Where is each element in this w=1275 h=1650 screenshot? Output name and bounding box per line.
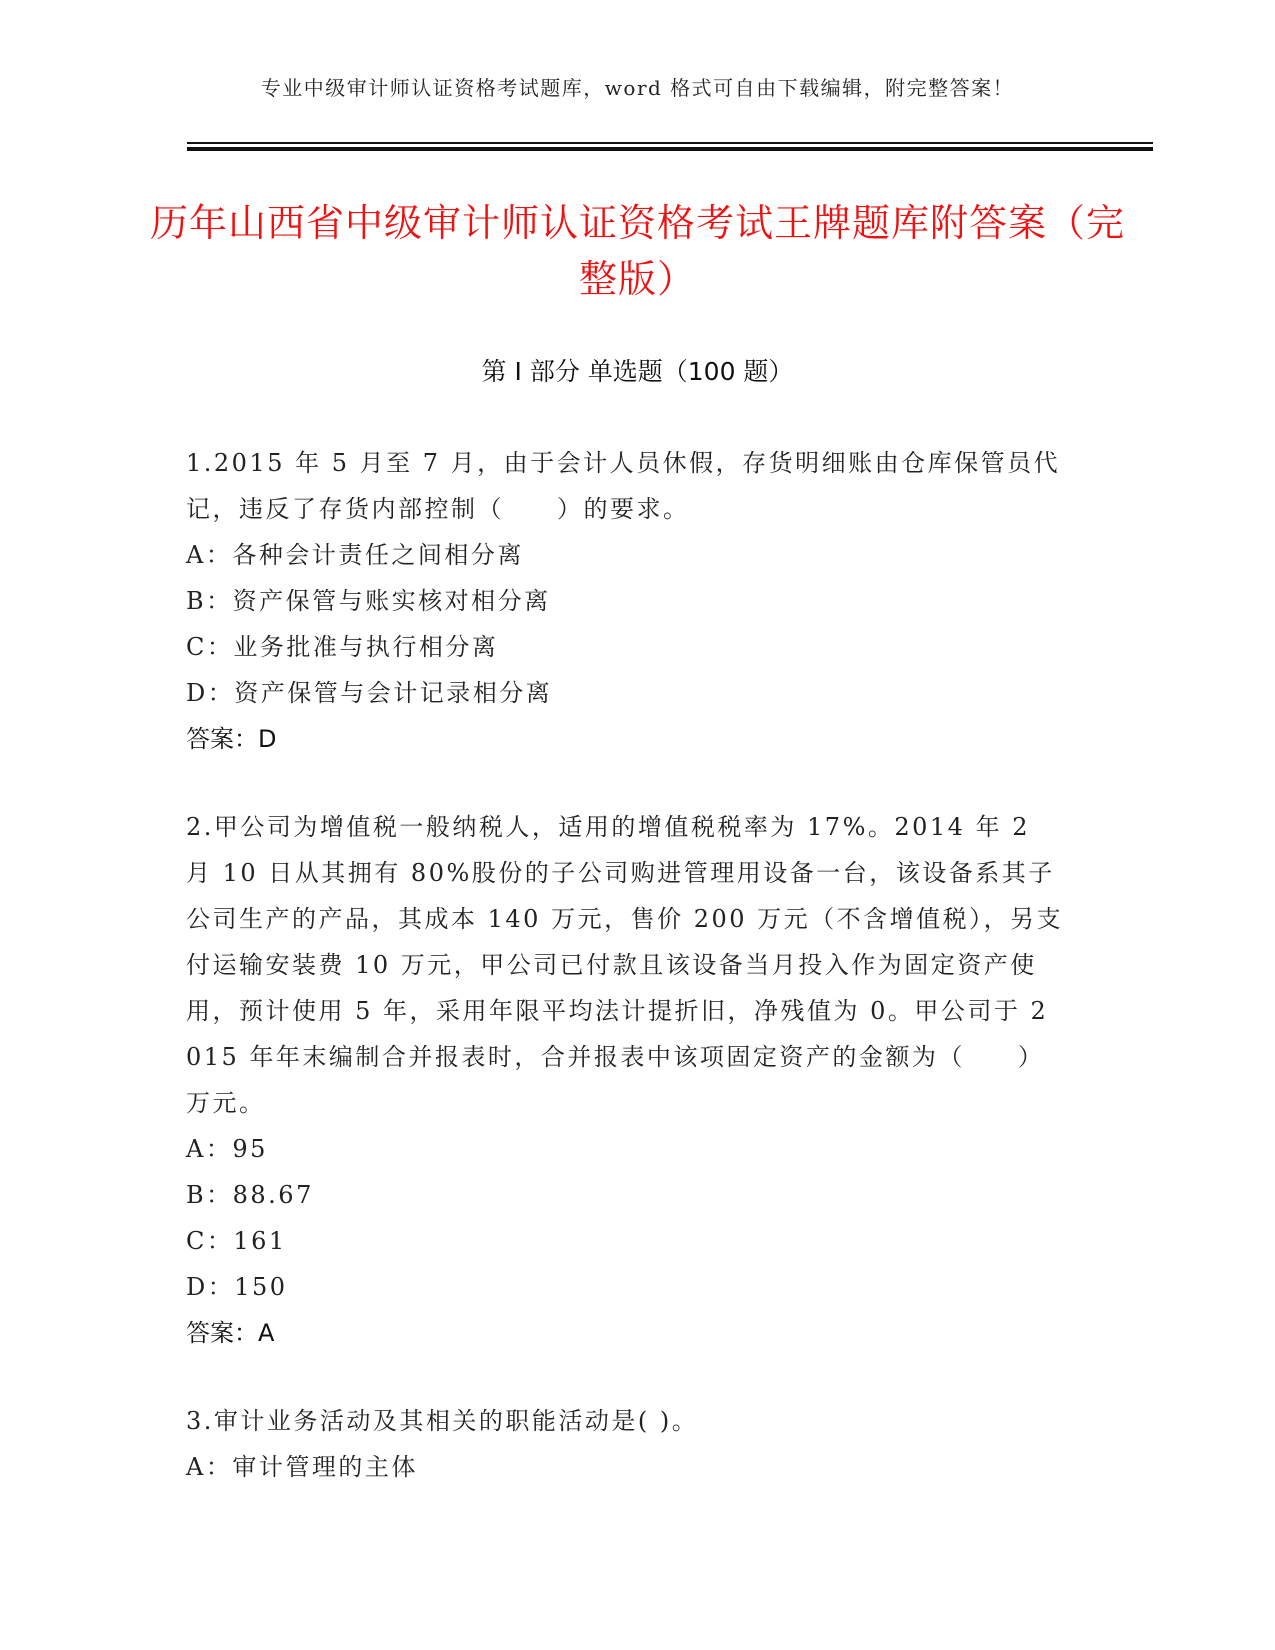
header-note: 专业中级审计师认证资格考试题库，word 格式可自由下载编辑，附完整答案！ [260,76,1015,100]
question-text: 1.2015 年 5 月至 7 月，由于会计人员休假，存货明细账由仓库保管员代记，违反了存货内部控制（ ）的要求。 [186,449,1061,523]
option-a: A：各种会计责任之间相分离 [186,541,524,569]
option-a: A：95 [186,1135,268,1163]
option-c: C：业务批准与执行相分离 [186,633,499,661]
option-a: A：审计管理的主体 [186,1453,418,1481]
question-1 [186,440,1066,762]
document-title: 历年山西省中级审计师认证资格考试王牌题库附答案（完整版） [149,201,1125,301]
option-d: D：150 [186,1273,288,1301]
question-text: 3.审计业务活动及其相关的职能活动是( )。 [186,1407,699,1435]
section-title: 第 I 部分 单选题（100 题） [481,357,794,386]
question-3 [186,1398,1066,1490]
question-2 [186,804,1066,1356]
option-b: B：88.67 [186,1181,314,1209]
option-b: B：资产保管与账实核对相分离 [186,587,551,615]
option-c: C：161 [186,1227,287,1255]
question-text: 2.甲公司为增值税一般纳税人，适用的增值税税率为 17%。2014 年 2 月 10 日从其拥有 80%股份的子公司购进管理用设备一台，该设备系其子公司生产的产品，其成本 140 万元，售价 200 万元（不含增值税），另支付运输安装费 10 万元，甲公司已付款且该设备当月投入作为固定资产使用，预计使用 5 年，采用年限平均法计提折旧，净残值为 0。甲公司于 2015 年年末编制合并报表时，合并报表中该项固定资产的金额为（ ）万元。 [186,813,1064,1117]
answer: 答案：A [186,1319,275,1347]
header-rule-thick [187,147,1153,151]
question-list [186,440,1066,1532]
header-rule-thin [187,142,1153,144]
answer: 答案：D [186,725,277,753]
option-d: D：资产保管与会计记录相分离 [186,679,553,707]
